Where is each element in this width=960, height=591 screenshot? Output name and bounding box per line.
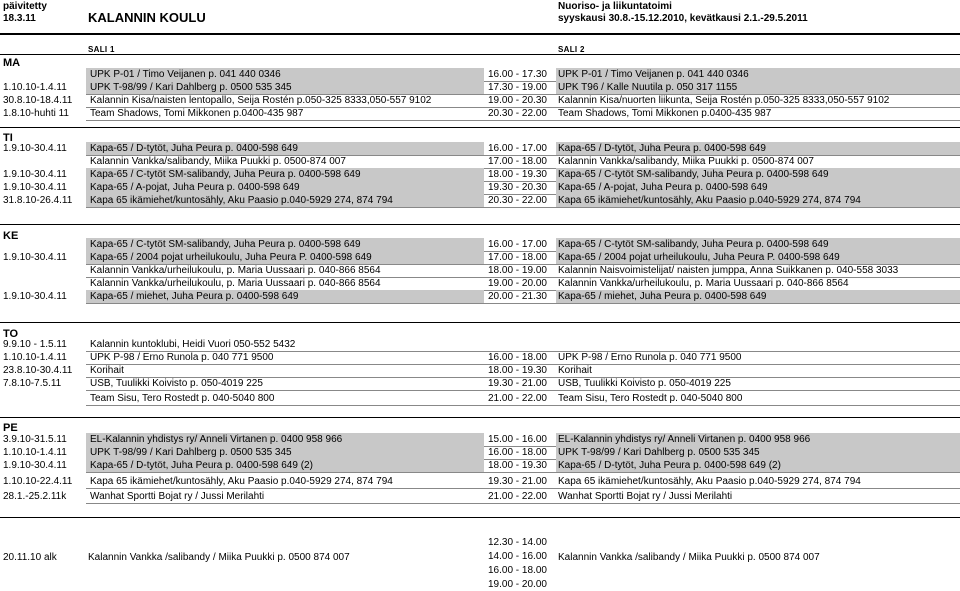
row-time: 17.30 - 19.00 (488, 82, 547, 93)
section-divider (0, 127, 960, 128)
row-time: 16.00 - 17.30 (488, 69, 547, 80)
period-text: syyskausi 30.8.-15.12.2010, kevätkausi 2.1.-29.5.2011 (558, 13, 808, 24)
row-sali1-booking: EL-Kalannin yhdistys ry/ Anneli Virtanen p. 0400 958 966 (90, 434, 343, 445)
row-date: 1.10.10-1.4.11 (3, 352, 67, 363)
column-header-divider (0, 54, 960, 55)
day-label-pe: PE (3, 422, 18, 434)
row-date: 1.9.10-30.4.11 (3, 143, 67, 154)
row-sali1-booking: Kalannin Vankka/salibandy, Miika Puukki p. 0500-874 007 (90, 156, 346, 167)
row-sali1-booking: Wanhat Sportti Bojat ry / Jussi Merilahti (90, 491, 265, 502)
row-sali2-booking: Kapa 65 ikämiehet/kuntosähly, Aku Paasio p.040-5929 274, 874 794 (558, 195, 861, 206)
row-sali1-booking: Kalannin kuntoklubi, Heidi Vuori 050-552 5432 (90, 339, 296, 350)
org-name: Nuoriso- ja liikuntatoimi (558, 1, 672, 12)
row-time: 19.00 - 20.00 (488, 278, 547, 289)
row-time: 21.00 - 22.00 (488, 491, 547, 502)
section-divider (0, 224, 960, 225)
row-sali2-booking: Team Sisu, Tero Rostedt p. 040-5040 800 (558, 393, 743, 404)
row-time: 18.00 - 19.00 (488, 265, 547, 276)
school-title: KALANNIN KOULU (88, 10, 206, 25)
row-time: 15.00 - 16.00 (488, 434, 547, 445)
row-date: 23.8.10-30.4.11 (3, 365, 73, 376)
row-time: 16.00 - 17.00 (488, 143, 547, 154)
row-date: 3.9.10-31.5.11 (3, 434, 67, 445)
row-sali2-booking: Wanhat Sportti Bojat ry / Jussi Merilahti (558, 491, 733, 502)
row-sali2-booking: Kapa-65 / miehet, Juha Peura p. 0400-598 649 (558, 291, 767, 302)
row-sali2-booking: UPK P-98 / Erno Runola p. 040 771 9500 (558, 352, 742, 363)
row-date: 1.8.10-huhti 11 (3, 108, 69, 119)
row-sali2-booking: Kalannin Kisa/nuorten liikunta, Seija Rostén p.050-325 8333,050-557 9102 (558, 95, 890, 106)
row-divider (86, 390, 960, 391)
row-sali2-booking: Kapa-65 / D-tytöt, Juha Peura p. 0400-598 649 (2) (558, 460, 781, 471)
row-time: 17.00 - 18.00 (488, 252, 547, 263)
row-sali1-booking: Kapa 65 ikämiehet/kuntosähly, Aku Paasio p.040-5929 274, 874 794 (90, 476, 393, 487)
row-sali1-booking: Team Sisu, Tero Rostedt p. 040-5040 800 (90, 393, 275, 404)
row-sali1-booking: Kapa-65 / A-pojat, Juha Peura p. 0400-598 649 (90, 182, 300, 193)
row-sali1-booking: Kalannin Kisa/naisten lentopallo, Seija Rostén p.050-325 8333,050-557 9102 (90, 95, 432, 106)
row-date: 31.8.10-26.4.11 (3, 195, 73, 206)
row-sali2-booking: Kapa-65 / C-tytöt SM-salibandy, Juha Peura p. 0400-598 649 (558, 169, 829, 180)
row-sali2-booking: EL-Kalannin yhdistys ry/ Anneli Virtanen p. 0400 958 966 (558, 434, 811, 445)
row-sali2-booking: Kalannin Vankka/salibandy, Miika Puukki p. 0500-874 007 (558, 156, 814, 167)
row-sali1-booking: Kalannin Vankka/urheilukoulu, p. Maria Uussaari p. 040-866 8564 (90, 278, 381, 289)
row-sali1-booking: Kapa-65 / miehet, Juha Peura p. 0400-598 649 (90, 291, 299, 302)
row-time: 17.00 - 18.00 (488, 156, 547, 167)
row-sali1-booking: Kapa-65 / C-tytöt SM-salibandy, Juha Peura p. 0400-598 649 (90, 169, 361, 180)
row-date: 1.9.10-30.4.11 (3, 169, 67, 180)
row-date: 1.9.10-30.4.11 (3, 460, 67, 471)
row-divider (86, 488, 960, 489)
day-label-to: TO (3, 328, 19, 340)
section-divider (0, 322, 960, 323)
row-sali2-booking: USB, Tuulikki Koivisto p. 050-4019 225 (558, 378, 731, 389)
row-date: 28.1.-25.2.11k (3, 491, 67, 502)
row-time: 18.00 - 19.30 (488, 460, 547, 471)
row-date: 9.9.10 - 1.5.11 (3, 339, 67, 350)
row-sali1-booking: UPK P-01 / Timo Veijanen p. 041 440 0346 (90, 69, 281, 80)
row-date: 1.9.10-30.4.11 (3, 291, 67, 302)
row-date: 1.10.10-22.4.11 (3, 476, 73, 487)
row-sali2-booking: Kapa 65 ikämiehet/kuntosähly, Aku Paasio p.040-5929 274, 874 794 (558, 476, 861, 487)
header-divider (0, 33, 960, 35)
row-sali1-booking: Kapa-65 / 2004 pojat urheilukoulu, Juha Peura P. 0400-598 649 (90, 252, 372, 263)
row-sali2-booking: UPK T-98/99 / Kari Dahlberg p. 0500 535 345 (558, 447, 760, 458)
row-sali2-booking: UPK T96 / Kalle Nuutila p. 050 317 1155 (558, 82, 738, 93)
footer-sali1: Kalannin Vankka /salibandy / Miika Puukki p. 0500 874 007 (88, 552, 350, 563)
row-time: 18.00 - 19.30 (488, 365, 547, 376)
footer-date: 20.11.10 alk (3, 552, 57, 563)
row-sali2-booking: Kalannin Naisvoimistelijat/ naisten jumppa, Anna Suikkanen p. 040-558 3033 (558, 265, 899, 276)
row-sali1-booking: UPK T-98/99 / Kari Dahlberg p. 0500 535 345 (90, 447, 292, 458)
row-time: 20.30 - 22.00 (488, 108, 547, 119)
row-divider (86, 503, 960, 504)
row-sali2-booking: Kapa-65 / 2004 pojat urheilukoulu, Juha Peura P. 0400-598 649 (558, 252, 840, 263)
row-sali1-booking: Korihait (90, 365, 124, 376)
day-label-ke: KE (3, 230, 19, 242)
row-sali1-booking: UPK P-98 / Erno Runola p. 040 771 9500 (90, 352, 274, 363)
updated-label: päivitetty (3, 1, 47, 12)
updated-date: 18.3.11 (3, 13, 36, 24)
row-sali1-booking: Kapa-65 / C-tytöt SM-salibandy, Juha Peura p. 0400-598 649 (90, 239, 361, 250)
row-divider (86, 303, 960, 304)
row-divider (86, 207, 960, 208)
row-sali2-booking: Team Shadows, Tomi Mikkonen p.0400-435 987 (558, 108, 772, 119)
section-divider (0, 517, 960, 518)
footer-sali2: Kalannin Vankka /salibandy / Miika Puukki p. 0500 874 007 (558, 552, 820, 563)
row-time: 16.00 - 18.00 (488, 447, 547, 458)
row-sali1-booking: USB, Tuulikki Koivisto p. 050-4019 225 (90, 378, 263, 389)
row-sali1-booking: Kapa-65 / D-tytöt, Juha Peura p. 0400-598 649 (2) (90, 460, 313, 471)
row-date: 30.8.10-18.4.11 (3, 95, 73, 106)
row-divider (86, 120, 960, 121)
footer-time: 19.00 - 20.00 (488, 579, 547, 590)
footer-time: 14.00 - 16.00 (488, 551, 547, 562)
row-time: 18.00 - 19.30 (488, 169, 547, 180)
row-date: 1.9.10-30.4.11 (3, 182, 67, 193)
row-sali1-booking: Kapa 65 ikämiehet/kuntosähly, Aku Paasio p.040-5929 274, 874 794 (90, 195, 393, 206)
row-divider (86, 405, 960, 406)
row-sali1-booking: UPK T-98/99 / Kari Dahlberg p. 0500 535 345 (90, 82, 292, 93)
row-sali2-booking: Kalannin Vankka/urheilukoulu, p. Maria Uussaari p. 040-866 8564 (558, 278, 849, 289)
row-sali2-booking: UPK P-01 / Timo Veijanen p. 041 440 0346 (558, 69, 749, 80)
row-time: 16.00 - 18.00 (488, 352, 547, 363)
row-sali1-booking: Kapa-65 / D-tytöt, Juha Peura p. 0400-598 649 (90, 143, 298, 154)
row-time: 21.00 - 22.00 (488, 393, 547, 404)
day-label-ma: MA (3, 57, 21, 69)
row-sali2-booking: Korihait (558, 365, 592, 376)
row-sali1-booking: Kalannin Vankka/urheilukoulu, p. Maria Uussaari p. 040-866 8564 (90, 265, 381, 276)
row-sali1-booking: Team Shadows, Tomi Mikkonen p.0400-435 987 (90, 108, 304, 119)
row-sali2-booking: Kapa-65 / D-tytöt, Juha Peura p. 0400-598 649 (558, 143, 766, 154)
row-date: 1.9.10-30.4.11 (3, 252, 67, 263)
row-divider (86, 472, 960, 473)
section-divider (0, 417, 960, 418)
row-date: 7.8.10-7.5.11 (3, 378, 62, 389)
footer-time: 16.00 - 18.00 (488, 565, 547, 576)
row-time: 20.30 - 22.00 (488, 195, 547, 206)
row-time: 20.00 - 21.30 (488, 291, 547, 302)
footer-time: 12.30 - 14.00 (488, 537, 547, 548)
sali1-header: SALI 1 (88, 45, 115, 54)
row-time: 19.30 - 21.00 (488, 378, 547, 389)
row-sali2-booking: Kapa-65 / C-tytöt SM-salibandy, Juha Peura p. 0400-598 649 (558, 239, 829, 250)
row-date: 1.10.10-1.4.11 (3, 447, 67, 458)
row-date: 1.10.10-1.4.11 (3, 82, 67, 93)
row-time: 19.00 - 20.30 (488, 95, 547, 106)
row-time: 19.30 - 20.30 (488, 182, 547, 193)
row-sali2-booking: Kapa-65 / A-pojat, Juha Peura p. 0400-598 649 (558, 182, 768, 193)
sali2-header: SALI 2 (558, 45, 585, 54)
day-label-ti: TI (3, 132, 13, 144)
row-time: 19.30 - 21.00 (488, 476, 547, 487)
row-time: 16.00 - 17.00 (488, 239, 547, 250)
